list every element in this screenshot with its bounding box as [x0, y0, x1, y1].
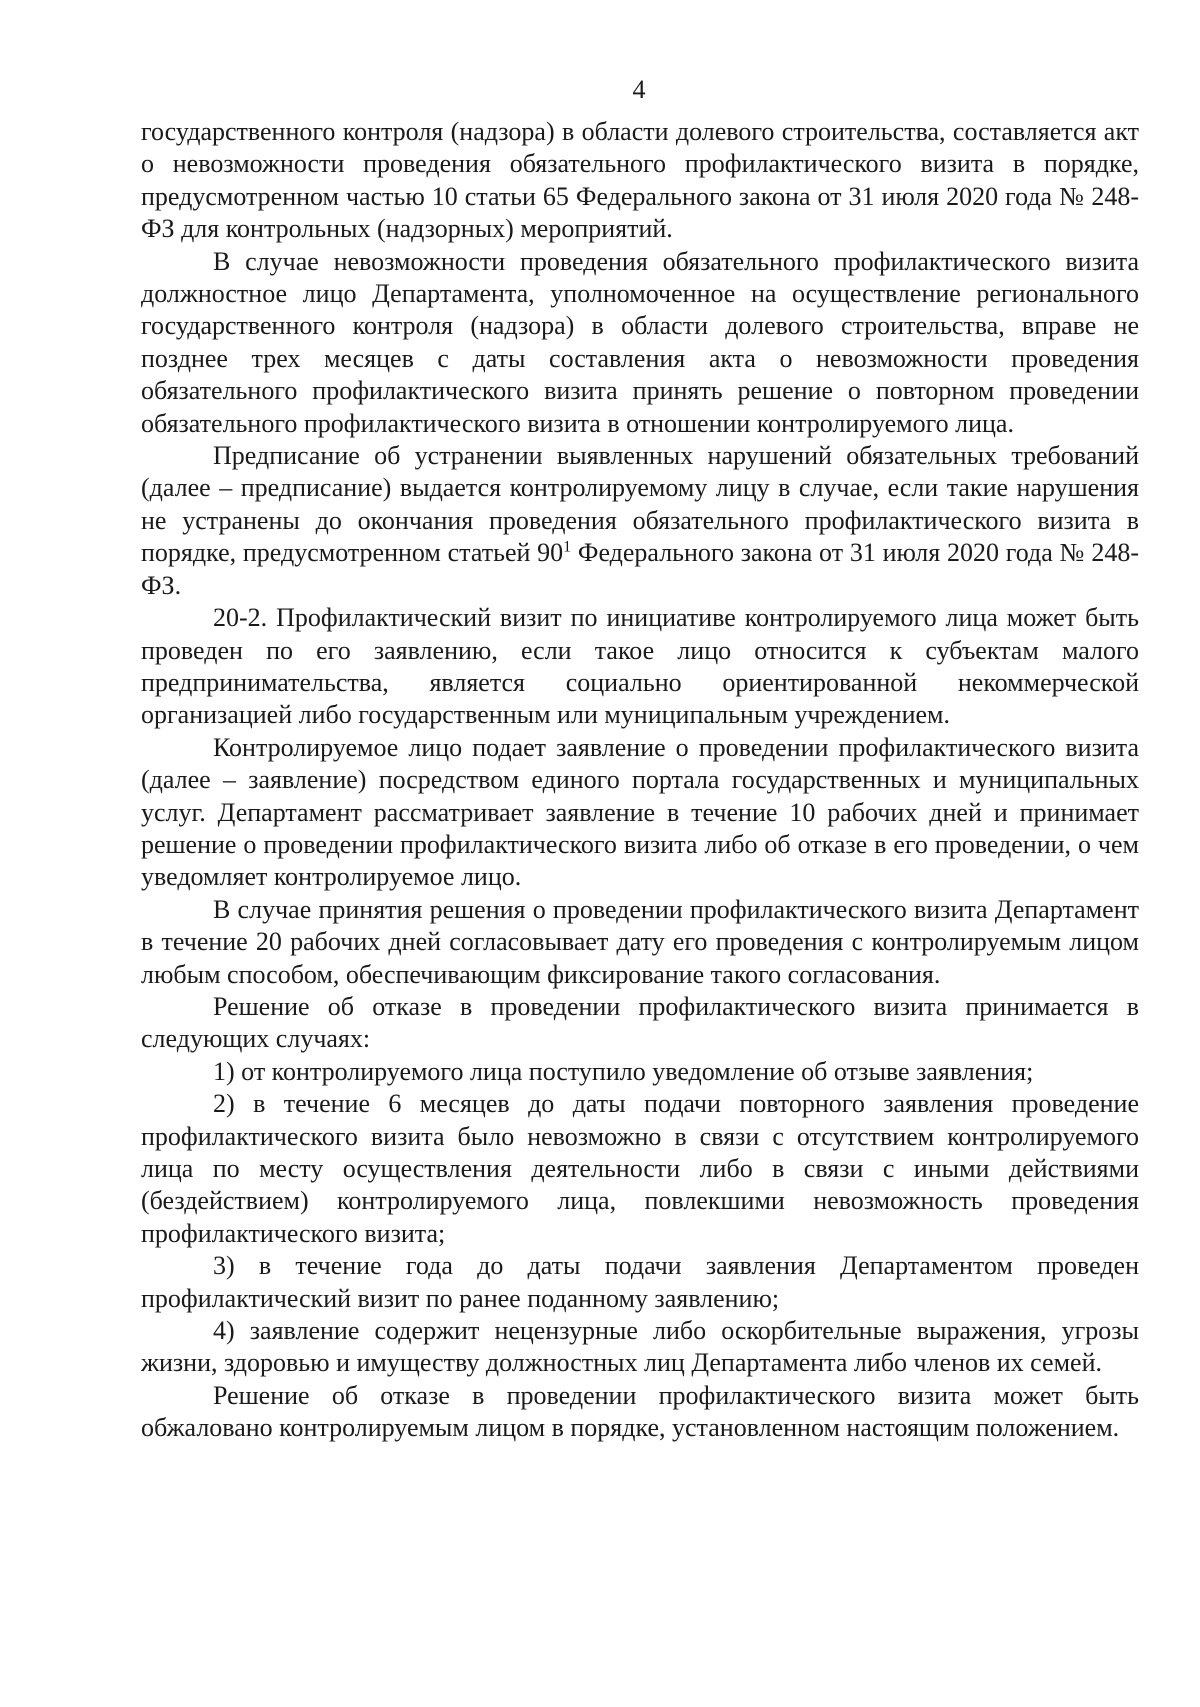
paragraph-20-2: 20-2. Профилактический визит по инициативе контролируемого лица может быть проведен по его заявлению, если такое лицо относится к субъектам малого предпринимательства, является социально ориентированной некоммерческой организацией либо государственным или муниципальным учреждением. [141, 603, 1139, 730]
list-item-1: 1) от контролируемого лица поступило уведомление об отзыве заявления; [213, 1056, 1034, 1086]
paragraph-prescription [141, 440, 1139, 602]
prescription-text-after: Федерального закона от 31 июля 2020 года № 248-ФЗ. [141, 538, 1139, 600]
paragraph-refusal-cases: Решение об отказе в проведении профилактического визита принимается в следующих случаях: [141, 991, 1139, 1054]
prescription-text-before: Предписание об устранении выявленных нарушений обязательных требований (далее – предписание) выдается контролируемому лицу в случае, если такие нарушения не устранены до окончания проведения обязательного профилактического визита в порядке, предусмотренном статьей 90 [141, 441, 1139, 568]
paragraph-agreement: В случае принятия решения о проведении профилактического визита Департамент в течение 20 рабочих дней согласовывает дату его проведения с контролируемым лицом любым способом, обеспечивающим фиксирование такого согласования. [141, 894, 1139, 989]
article-superscript: 1 [563, 538, 572, 556]
paragraph-application: Контролируемое лицо подает заявление о проведении профилактического визита (далее – заявление) посредством единого портала государственных и муниципальных услуг. Департамент рассматривает заявление в течение 10 рабочих дней и принимает решение о проведении профилактического визита либо об отказе в его проведении, о чем уведомляет контролируемое лицо. [141, 732, 1139, 892]
list-item-3: 3) в течение года до даты подачи заявления Департаментом проведен профилактический визит по ранее поданному заявлению; [141, 1251, 1139, 1313]
paragraph-continuation: государственного контроля (надзора) в области долевого строительства, составляется акт о невозможности проведения обязательного профилактического визита в порядке, предусмотренном частью 10 статьи 65 Федерального закона от 31 июля 2020 года № 248-ФЗ для контрольных (надзорных) мероприятий. [141, 117, 1139, 244]
list-item-4: 4) заявление содержит нецензурные либо оскорбительные выражения, угрозы жизни, здоровью и имуществу должностных лиц Департамента либо членов их семей. [141, 1316, 1139, 1378]
document-body [141, 116, 1139, 1445]
list-item-2: 2) в течение 6 месяцев до даты подачи повторного заявления проведение профилактического визита было невозможно в связи с отсутствием контролируемого лица по месту осуществления деятельности либо в связи с иными действиями (бездействием) контролируемого лица, повлекшими невозможность проведения профилактического визита; [141, 1089, 1139, 1248]
paragraph-appeal: Решение об отказе в проведении профилактического визита может быть обжаловано контролируемым лицом в порядке, установленном настоящим положением. [141, 1380, 1139, 1443]
paragraph-repeat-visit: В случае невозможности проведения обязательного профилактического визита должностное лицо Департамента, уполномоченное на осуществление регионального государственного контроля (надзора) в области долевого строительства, вправе не позднее трех месяцев с даты составления акта о невозможности проведения обязательного профилактического визита принять решение о повторном проведении обязательного профилактического визита в отношении контролируемого лица. [141, 246, 1139, 438]
page-number: 4 [632, 75, 646, 104]
